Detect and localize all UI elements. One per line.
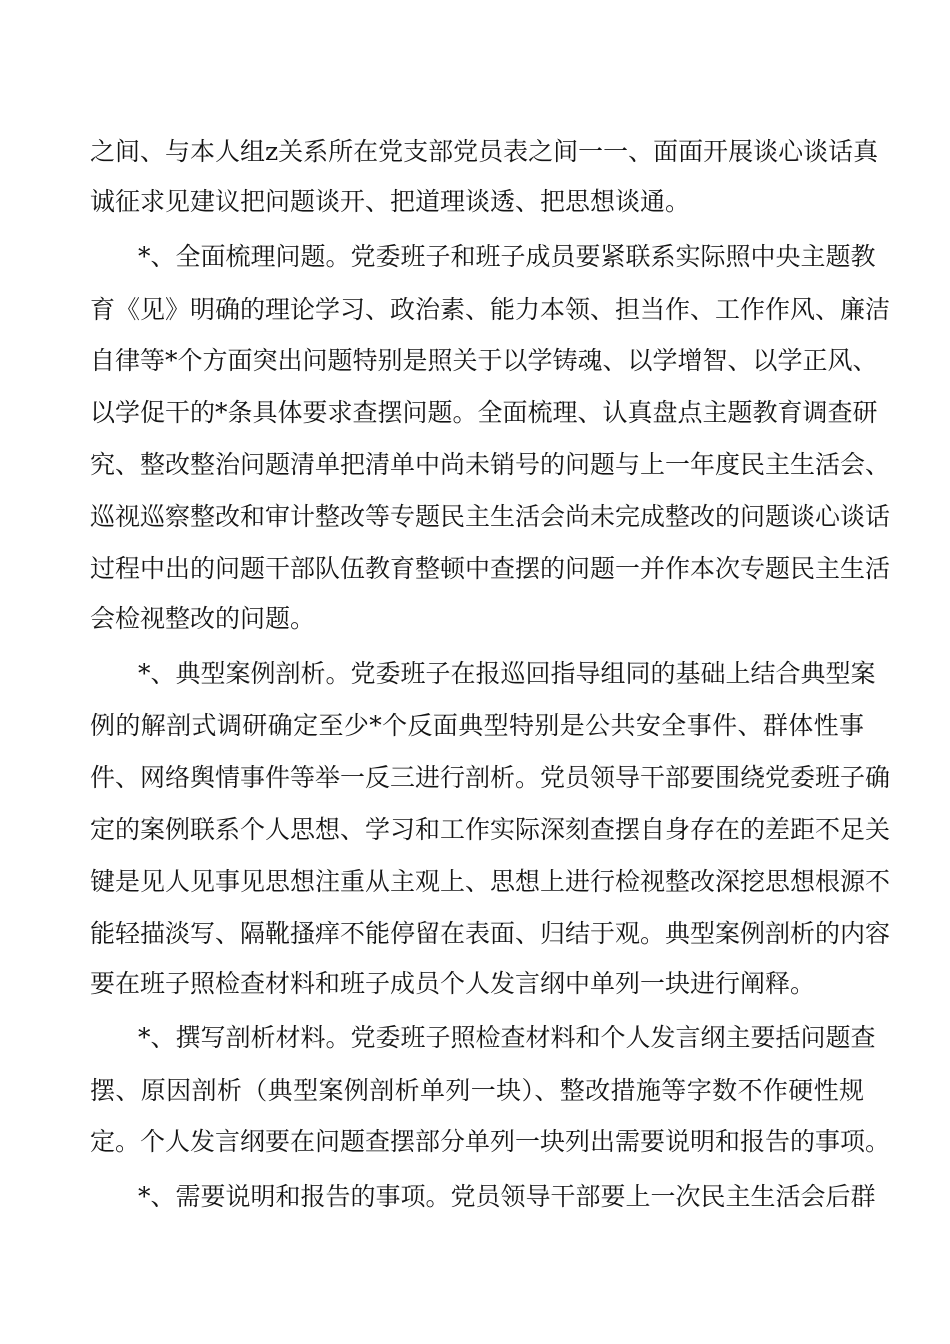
body-text-line: 能轻描淡写、隔靴搔痒不能停留在表面、归结于观。典型案例剖析的内容 xyxy=(90,919,891,948)
body-text-line: 例的解剖式调研确定至少*个反面典型特别是公共安全事件、群体性事 xyxy=(90,711,864,740)
body-text-line: 键是见人见事见思想注重从主观上、思想上进行检视整改深挖思想根源不 xyxy=(90,867,891,896)
body-text-line: 诚征求见建议把问题谈开、把道理谈透、把思想谈通。 xyxy=(90,187,691,216)
body-text-line: 摆、原因剖析（典型案例剖析单列一块）、整改措施等字数不作硬性规 xyxy=(90,1076,864,1105)
body-text-line: 定的案例联系个人思想、学习和工作实际深刻查摆自身存在的差距不足关 xyxy=(90,815,891,844)
body-text-line: 过程中出的问题干部队伍教育整顿中查摆的问题一并作本次专题民主生活 xyxy=(90,554,891,583)
body-text-line: 自律等*个方面突出问题特别是照关于以学铸魂、以学增智、以学正风、 xyxy=(90,346,878,375)
paragraph-first-line: *、撰写剖析材料。党委班子照检查材料和个人发言纲主要括问题查 xyxy=(138,1023,876,1052)
paragraph-first-line: *、典型案例剖析。党委班子在报巡回指导组同的基础上结合典型案 xyxy=(138,659,876,688)
body-text-line: 定。个人发言纲要在问题查摆部分单列一块列出需要说明和报告的事项。 xyxy=(90,1127,891,1156)
body-text-line: 育《见》明确的理论学习、政治素、能力本领、担当作、工作作风、廉洁 xyxy=(90,295,891,324)
body-text-line: 之间、与本人组z关系所在党支部党员表之间一一、面面开展谈心谈话真 xyxy=(90,137,879,166)
paragraph-first-line: *、需要说明和报告的事项。党员领导干部要上一次民主生活会后群 xyxy=(138,1182,876,1211)
body-text-line: 件、网络舆情事件等举一反三进行剖析。党员领导干部要围绕党委班子确 xyxy=(90,763,891,792)
paragraph-first-line: *、全面梳理问题。党委班子和班子成员要紧联系实际照中央主题教 xyxy=(138,242,876,271)
body-text-line: 巡视巡察整改和审计整改等专题民主生活会尚未完成整改的问题谈心谈话 xyxy=(90,502,891,531)
body-text-line: 要在班子照检查材料和班子成员个人发言纲中单列一块进行阐释。 xyxy=(90,969,816,998)
body-text-line: 会检视整改的问题。 xyxy=(90,604,316,633)
body-text-line: 以学促干的*条具体要求查摆问题。全面梳理、认真盘点主题教育调查研 xyxy=(90,398,878,427)
body-text-line: 究、整改整治问题清单把清单中尚未销号的问题与上一年度民主生活会、 xyxy=(90,450,891,479)
